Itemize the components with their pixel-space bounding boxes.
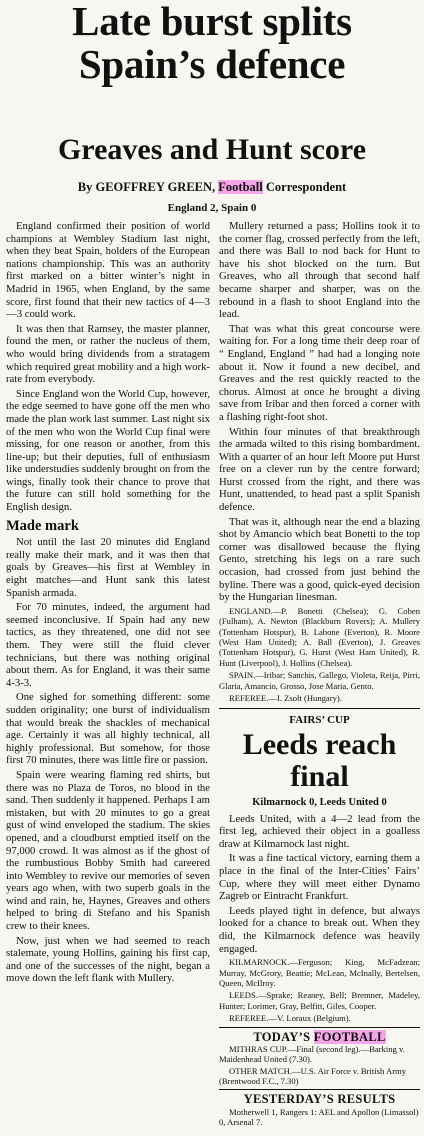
article-paragraph: England confirmed their position of world champions at Wembley Stadium last night, when they beat Spain, holders of the European nations championship. This was an authority first marked on a bitter winter’s night in Madrid in 1965, when England, by the same score, first found that their new tactics of 4—3—3 could work. bbox=[6, 220, 210, 321]
byline-highlighted-word: Football bbox=[218, 180, 263, 194]
article-paragraph: It was a fine tactical victory, earning them a place in the final of the Inter-Cities’ Fairs’ Cup, where they will meet either Dynamo Zagreb or Eintracht Frankfurt. bbox=[219, 852, 420, 903]
article-paragraph: Spain were wearing flaming red shirts, but there was no Plaza de Toros, no blood in the sand. Then suddenly it happened. Perhaps I am mistaken, but with 20 minutes to go a great gust of wind enveloped the stadium. The skies opened, and a cloudburst emptied itself on the 97,000 crowd. It was almost as if the ghost of the rumbustious Bobby Smith had careered into Wembley to revive our memories of seven years ago when, with two superb goals in the wind and rain, he, Haynes, Greaves and others helped to bring di Stefano and his Spanish crew to their knees. bbox=[6, 768, 210, 933]
referee-line: REFEREE.—V. Loraux (Belgium). bbox=[229, 1013, 351, 1024]
article-paragraph: Leeds United, with a 4—2 lead from the first leg, achieved their object in a goalless draw at Kilmarnock last night. bbox=[219, 812, 420, 850]
byline-suffix: Correspondent bbox=[265, 180, 347, 194]
main-headline bbox=[0, 0, 424, 86]
fixture-item: OTHER MATCH.—U.S. Air Force v. British Army (Brentwood F.C., 7.30) bbox=[219, 1066, 407, 1087]
yesterdays-results-title: YESTERDAY’S RESULTS bbox=[243, 1092, 396, 1107]
team-lineup-spain: SPAIN.—Iribar; Sanchis, Gallego, Violeta, Reija, Pirri, Glaria, Amancio, Grosso, Jose Maria, Gento. bbox=[219, 670, 420, 691]
byline-author: By GEOFFREY GREEN, bbox=[77, 180, 216, 194]
fairs-cup-kicker: FAIRS’ CUP bbox=[289, 714, 350, 727]
section-divider bbox=[219, 1027, 420, 1028]
article-paragraph: That was it, although near the end a blazing shot by Amancio which beat Bonetti to the top corner was disallowed because the flying Gento, stretching his legs on a rare such occasion, had crossed from just behind the byline. There was a good, quick-eyed decision by the Hungarian linesman. bbox=[219, 515, 420, 604]
right-column bbox=[219, 220, 420, 1132]
left-column bbox=[6, 220, 210, 1132]
byline bbox=[0, 180, 424, 195]
article-paragraph: Now, just when we had seemed to reach stalemate, young Hollins, gaining his first cap, and one of the successes of the night, began a move down the left flank with Mullery. bbox=[6, 934, 210, 985]
article-paragraph: Within four minutes of that breakthrough the armada wilted to this rising bombardment. With a quarter of an hour left Moore put Hurst free on a clever run by the centre forward; Hurst crossed from the right, and there was Hunt, unattended, to head past a split Spanish defence. bbox=[219, 425, 420, 514]
score-line: England 2, Spain 0 bbox=[167, 202, 257, 214]
article-paragraph: Mullery returned a pass; Hollins took it to the corner flag, crossed perfectly from the left, and there was Ball to nod back for Hunt to have his shot blocked on the turn. But Greaves, who all through that second half became sharper and sharper, was on the rebound in a flash to shoot England into the lead. bbox=[219, 220, 420, 321]
fairs-cup-headline-line2: final bbox=[290, 760, 349, 794]
todays-football-title-prefix: TODAY’S bbox=[253, 1029, 311, 1044]
todays-football-title-highlight: FOOTBALL bbox=[313, 1029, 386, 1044]
team-lineup-leeds: LEEDS.—Sprake; Reaney, Bell; Bremner, Madeley, Hunter; Lorimer, Gray, Belfitt, Giles, Cooper. bbox=[219, 990, 420, 1011]
article-paragraph: Not until the last 20 minutes did England really make their mark, and it was then that goals by Greaves—his first at Wembley in eight matches—and Hunt sank this latest Spanish armada. bbox=[6, 536, 210, 599]
main-headline-line2: Spain’s defence bbox=[78, 41, 346, 87]
fairs-cup-headline bbox=[219, 729, 420, 793]
section-divider bbox=[219, 708, 420, 709]
article-paragraph: It was then that Ramsey, the master planner, found the men, or rather the nucleus of them, who would bring dividends from a stratagem which required great mobility and a high work-rate from everybody. bbox=[6, 322, 210, 386]
team-lineup-england: ENGLAND.—P. Bonetti (Chelsea); G. Cohen (Fulham), A. Newton (Blackburn Rovers); A. Mullery (Tottenham Hotspur), B. Labone (Everton), R. Moore (West Ham United); A. Ball (Everton), J. Greaves (Tottenham Hotspur), G. Hurst (West Ham United), R. Hunt (Liverpool), J. Hollins (Chelsea). bbox=[219, 605, 420, 668]
subheadline: Greaves and Hunt score bbox=[57, 133, 367, 166]
fixture-item: MITHRAS CUP.—Final (second leg).—Barking v. Maidenhead United (7.30). bbox=[219, 1044, 405, 1065]
article-paragraph: Leeds played tight in defence, but always looked for a chance to break out. When they did, the Kilmarnock defence was heavily engaged. bbox=[219, 904, 420, 955]
result-item: Motherwell 1, Rangers 1: AEL and Apollon (Limassol) 0, Arsenal 7. bbox=[219, 1106, 419, 1127]
team-lineup-kilmarnock: KILMARNOCK.—Ferguson; King, McFadzean; Murray, McGrory, Beattie; McLean, McInally, Bertelsen, Queen, McIlroy. bbox=[219, 957, 420, 988]
article-paragraph: One sighed for something different: some sudden originality; one burst of individualism that would break the shackles of mechanical age. Certainly it was all highly technical, all highly professional. But somehow, for those first 70 minutes, there was little fire or passion. bbox=[6, 691, 210, 767]
main-headline-line1: Late burst splits bbox=[72, 0, 352, 44]
referee-line: REFEREE.—I. Zsolt (Hungary). bbox=[229, 693, 342, 704]
fairs-cup-result: Kilmarnock 0, Leeds United 0 bbox=[252, 797, 387, 809]
article-paragraph: That was what this great concourse were waiting for. For a long time their deep roar of “ England, England ” had had a longing note about it. Now it found a new decibel, and Greaves and the rest quickly reacted to the chorus. Almost at once he brought a diving save from Iribar and then forced a corner with a flashing right-foot shot. bbox=[219, 322, 420, 423]
todays-football-title bbox=[219, 1031, 420, 1044]
article-paragraph: For 70 minutes, indeed, the argument had seemed inconclusive. If Spain had any new tactics, as they threatened, one did not see them. They were still the fluid clever technicians, but there was nothing original about them. As for England, it was their same 4-3-3. bbox=[6, 601, 210, 689]
fairs-cup-headline-line1: Leeds reach bbox=[242, 728, 397, 762]
section-divider bbox=[219, 1089, 420, 1090]
article-paragraph: Since England won the World Cup, however, the edge seemed to have gone off the men who made the plan work last summer. Last night six of the men who won the World Cup final were missing, for one reason or another, from this line-up; but their deputies, full of enthusiasm like understudies suddenly brought on from the wings, finally took their chance to prove that the future can still hold something for the English design. bbox=[6, 387, 210, 514]
section-subhead: Made mark bbox=[6, 517, 79, 534]
